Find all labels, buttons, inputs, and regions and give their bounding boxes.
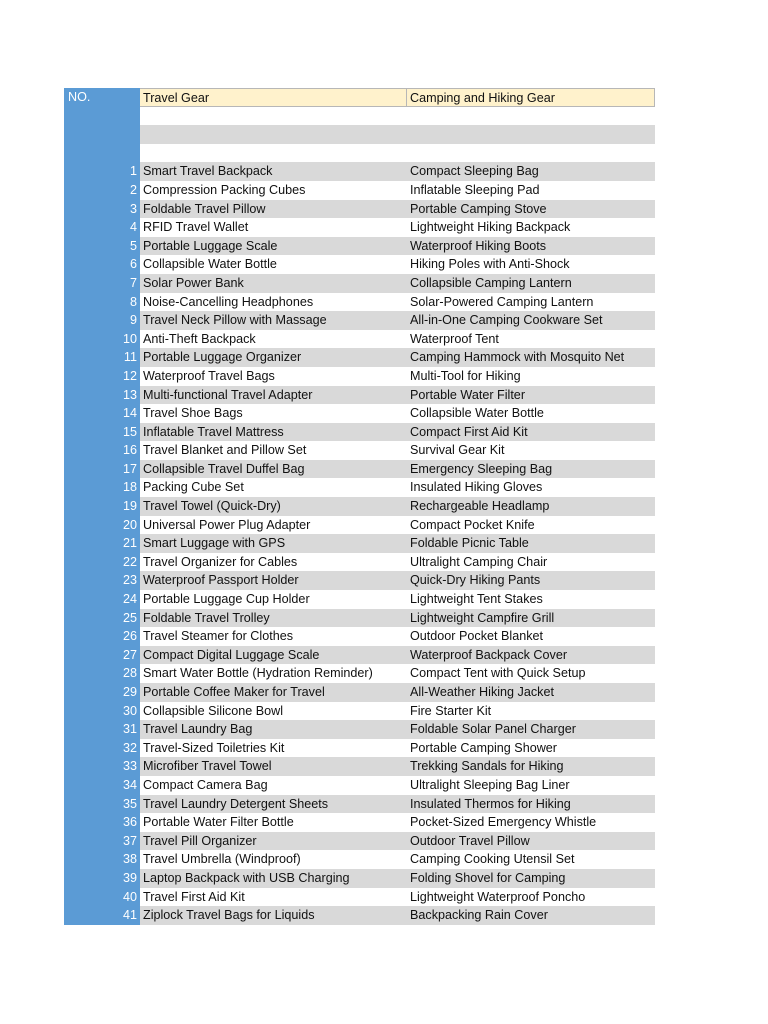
travel-gear-cell[interactable]: RFID Travel Wallet [143,220,249,235]
row-number-cell[interactable]: 27 [64,646,140,665]
table-row [64,888,656,907]
travel-gear-cell[interactable]: Packing Cube Set [143,480,244,495]
header-travel-gear[interactable]: Travel Gear [140,88,407,107]
camping-gear-cell[interactable]: Pocket-Sized Emergency Whistle [410,815,597,830]
camping-gear-cell[interactable]: Survival Gear Kit [410,443,505,458]
camping-gear-cell[interactable]: Waterproof Tent [410,331,499,346]
camping-gear-cell[interactable]: Quick-Dry Hiking Pants [407,571,655,590]
travel-gear-cell[interactable]: Travel First Aid Kit [143,889,245,904]
travel-gear-cell[interactable]: Foldable Travel Trolley [140,609,407,628]
row-number-cell[interactable]: 2 [64,181,140,200]
travel-gear-cell[interactable]: Collapsible Silicone Bowl [143,703,284,718]
travel-gear-cell[interactable]: Portable Luggage Organizer [140,348,407,367]
row-number-cell[interactable]: 35 [64,795,140,814]
table-row [64,609,656,628]
table-row [64,683,656,702]
table-row [64,757,656,776]
table-row [64,516,656,535]
row-number-cell[interactable]: 40 [64,888,140,907]
row-number-cell[interactable]: 21 [64,534,140,553]
row-number-cell[interactable]: 10 [64,330,140,349]
camping-gear-cell[interactable]: Insulated Hiking Gloves [410,480,543,495]
travel-gear-cell[interactable]: Microfiber Travel Towel [140,757,407,776]
row-number-cell[interactable]: 23 [64,571,140,590]
row-number-cell[interactable]: 22 [64,553,140,572]
travel-gear-cell[interactable]: Travel Pill Organizer [140,832,407,851]
row-number-cell[interactable]: 36 [64,813,140,832]
table-row [64,367,656,386]
camping-gear-cell[interactable]: Lightweight Campfire Grill [407,609,655,628]
camping-gear-cell[interactable]: Insulated Thermos for Hiking [407,795,655,814]
camping-gear-cell[interactable]: Compact Sleeping Bag [407,162,655,181]
camping-gear-cell[interactable]: Foldable Solar Panel Charger [407,720,655,739]
camping-gear-cell[interactable]: Hiking Poles with Anti-Shock [410,257,570,272]
table-row [64,237,656,256]
camping-gear-cell[interactable]: Waterproof Hiking Boots [407,237,655,256]
empty-row [64,107,656,126]
travel-gear-cell[interactable]: Collapsible Travel Duffel Bag [140,460,407,479]
row-number-cell[interactable]: 17 [64,460,140,479]
camping-gear-cell[interactable]: Portable Camping Shower [410,740,558,755]
table-row [64,478,656,497]
table-row [64,218,656,237]
table-row [64,813,656,832]
data-rows [64,162,656,924]
row-number-cell[interactable]: 34 [64,776,140,795]
camping-gear-cell[interactable]: All-in-One Camping Cookware Set [407,311,655,330]
travel-gear-cell[interactable]: Travel Blanket and Pillow Set [143,443,307,458]
travel-gear-cell[interactable]: Waterproof Passport Holder [140,571,407,590]
empty-row [64,144,656,163]
row-number-cell[interactable]: 14 [64,404,140,423]
table-row [64,534,656,553]
camping-gear-cell[interactable]: Portable Camping Stove [407,200,655,219]
travel-gear-cell[interactable]: Solar Power Bank [140,274,407,293]
row-number-cell[interactable]: 25 [64,609,140,628]
camping-gear-cell[interactable]: Trekking Sandals for Hiking [407,757,655,776]
travel-gear-cell[interactable]: Inflatable Travel Mattress [140,423,407,442]
travel-gear-cell[interactable]: Waterproof Travel Bags [143,368,275,383]
table-row [64,386,656,405]
travel-gear-cell[interactable]: Travel Umbrella (Windproof) [143,852,301,867]
travel-gear-cell[interactable]: Travel Laundry Detergent Sheets [140,795,407,814]
row-number-cell[interactable]: 20 [64,516,140,535]
row-number-cell[interactable]: 5 [64,237,140,256]
row-number-cell[interactable]: 1 [64,162,140,181]
row-number-cell[interactable]: 6 [64,255,140,274]
table-row [64,330,656,349]
row-number-cell[interactable]: 33 [64,757,140,776]
row-number-cell[interactable]: 39 [64,869,140,888]
empty-cell[interactable] [140,125,407,144]
travel-gear-cell[interactable]: Multi-functional Travel Adapter [140,386,407,405]
camping-gear-cell[interactable]: Rechargeable Headlamp [407,497,655,516]
row-number-cell[interactable]: 9 [64,311,140,330]
camping-gear-cell[interactable]: Lightweight Tent Stakes [410,592,543,607]
camping-gear-cell[interactable]: Compact First Aid Kit [407,423,655,442]
row-number-cell[interactable]: 4 [64,218,140,237]
table-row [64,906,656,925]
camping-gear-cell[interactable]: Camping Cooking Utensil Set [410,852,575,867]
table-row [64,627,656,646]
table-row [64,460,656,479]
travel-gear-cell[interactable]: Compact Digital Luggage Scale [140,646,407,665]
camping-gear-cell[interactable]: Fire Starter Kit [410,703,492,718]
camping-gear-cell[interactable]: Multi-Tool for Hiking [410,368,521,383]
travel-gear-cell[interactable]: Noise-Cancelling Headphones [143,294,314,309]
row-number-cell[interactable]: 29 [64,683,140,702]
row-number-cell[interactable]: 31 [64,720,140,739]
row-number-cell[interactable]: 37 [64,832,140,851]
row-number-cell[interactable]: 15 [64,423,140,442]
table-row [64,832,656,851]
camping-gear-cell[interactable]: Portable Water Filter [407,386,655,405]
camping-gear-cell[interactable]: Waterproof Backpack Cover [407,646,655,665]
table-row [64,162,656,181]
travel-gear-cell[interactable]: Travel Laundry Bag [140,720,407,739]
table-row [64,293,656,312]
row-number-cell[interactable]: 38 [64,850,140,869]
camping-gear-cell[interactable]: Camping Hammock with Mosquito Net [407,348,655,367]
spreadsheet-table [64,88,656,925]
table-row [64,441,656,460]
travel-gear-cell[interactable]: Ziplock Travel Bags for Liquids [140,906,407,925]
table-row [64,404,656,423]
table-row [64,776,656,795]
row-number-cell[interactable]: 7 [64,274,140,293]
camping-gear-cell[interactable]: Solar-Powered Camping Lantern [410,294,594,309]
travel-gear-cell[interactable]: Travel Neck Pillow with Massage [140,311,407,330]
travel-gear-cell[interactable]: Travel-Sized Toiletries Kit [143,740,285,755]
travel-gear-cell[interactable]: Foldable Travel Pillow [140,200,407,219]
row-number-cell[interactable]: 8 [64,293,140,312]
camping-gear-cell[interactable]: Collapsible Camping Lantern [407,274,655,293]
empty-no-cell[interactable] [64,144,140,163]
table-row [64,795,656,814]
table-row [64,200,656,219]
table-row [64,739,656,758]
travel-gear-cell[interactable]: Universal Power Plug Adapter [143,517,311,532]
table-row [64,497,656,516]
header-row [64,88,656,107]
travel-gear-cell[interactable]: Anti-Theft Backpack [143,331,256,346]
empty-row [64,125,656,144]
table-row [64,720,656,739]
camping-gear-cell[interactable]: Inflatable Sleeping Pad [410,182,540,197]
header-camping-gear[interactable]: Camping and Hiking Gear [407,88,655,107]
row-number-cell[interactable]: 24 [64,590,140,609]
empty-cell[interactable] [407,125,655,144]
travel-gear-cell[interactable]: Portable Coffee Maker for Travel [140,683,407,702]
camping-gear-cell[interactable]: Emergency Sleeping Bag [407,460,655,479]
camping-gear-cell[interactable]: Ultralight Camping Chair [410,554,548,569]
camping-gear-cell[interactable]: Outdoor Pocket Blanket [410,629,544,644]
table-row [64,553,656,572]
travel-gear-cell[interactable]: Compact Camera Bag [143,777,268,792]
travel-gear-cell[interactable]: Portable Water Filter Bottle [143,815,294,830]
camping-gear-cell[interactable]: Lightweight Waterproof Poncho [410,889,586,904]
row-number-cell[interactable]: 26 [64,627,140,646]
camping-gear-cell[interactable]: Folding Shovel for Camping [407,869,655,888]
row-number-cell[interactable]: 18 [64,478,140,497]
travel-gear-cell[interactable]: Smart Luggage with GPS [140,534,407,553]
table-row [64,571,656,590]
camping-gear-cell[interactable]: Ultralight Sleeping Bag Liner [410,777,570,792]
table-row [64,274,656,293]
camping-gear-cell[interactable]: Lightweight Hiking Backpack [410,220,571,235]
camping-gear-cell[interactable]: Collapsible Water Bottle [410,406,544,421]
table-row [64,850,656,869]
row-number-cell[interactable]: 3 [64,200,140,219]
travel-gear-cell[interactable]: Laptop Backpack with USB Charging [140,869,407,888]
table-row [64,181,656,200]
travel-gear-cell[interactable]: Portable Luggage Scale [140,237,407,256]
travel-gear-cell[interactable]: Travel Steamer for Clothes [143,629,294,644]
camping-gear-cell[interactable]: Compact Pocket Knife [410,517,535,532]
table-row [64,702,656,721]
camping-gear-cell[interactable]: Compact Tent with Quick Setup [410,666,586,681]
table-row [64,664,656,683]
row-number-cell[interactable]: 13 [64,386,140,405]
row-number-cell[interactable]: 30 [64,702,140,721]
table-row [64,255,656,274]
travel-gear-cell[interactable]: Travel Shoe Bags [143,406,243,421]
table-row [64,311,656,330]
empty-no-cell[interactable] [64,107,140,126]
row-number-cell[interactable]: 16 [64,441,140,460]
row-number-cell[interactable]: 28 [64,664,140,683]
row-number-cell[interactable]: 32 [64,739,140,758]
row-number-cell[interactable]: 12 [64,367,140,386]
travel-gear-cell[interactable]: Collapsible Water Bottle [143,257,277,272]
table-row [64,423,656,442]
camping-gear-cell[interactable]: Backpacking Rain Cover [407,906,655,925]
travel-gear-cell[interactable]: Smart Water Bottle (Hydration Reminder) [143,666,373,681]
table-row [64,590,656,609]
travel-gear-cell[interactable]: Portable Luggage Cup Holder [143,592,310,607]
travel-gear-cell[interactable]: Smart Travel Backpack [140,162,407,181]
row-number-cell[interactable]: 19 [64,497,140,516]
camping-gear-cell[interactable]: All-Weather Hiking Jacket [407,683,655,702]
travel-gear-cell[interactable]: Travel Organizer for Cables [143,554,298,569]
table-row [64,646,656,665]
table-row [64,348,656,367]
empty-no-cell[interactable] [64,125,140,144]
travel-gear-cell[interactable]: Travel Towel (Quick-Dry) [140,497,407,516]
row-number-cell[interactable]: 41 [64,906,140,925]
camping-gear-cell[interactable]: Foldable Picnic Table [407,534,655,553]
travel-gear-cell[interactable]: Compression Packing Cubes [143,182,306,197]
header-no[interactable]: NO. [64,88,140,107]
row-number-cell[interactable]: 11 [64,348,140,367]
table-row [64,869,656,888]
camping-gear-cell[interactable]: Outdoor Travel Pillow [407,832,655,851]
